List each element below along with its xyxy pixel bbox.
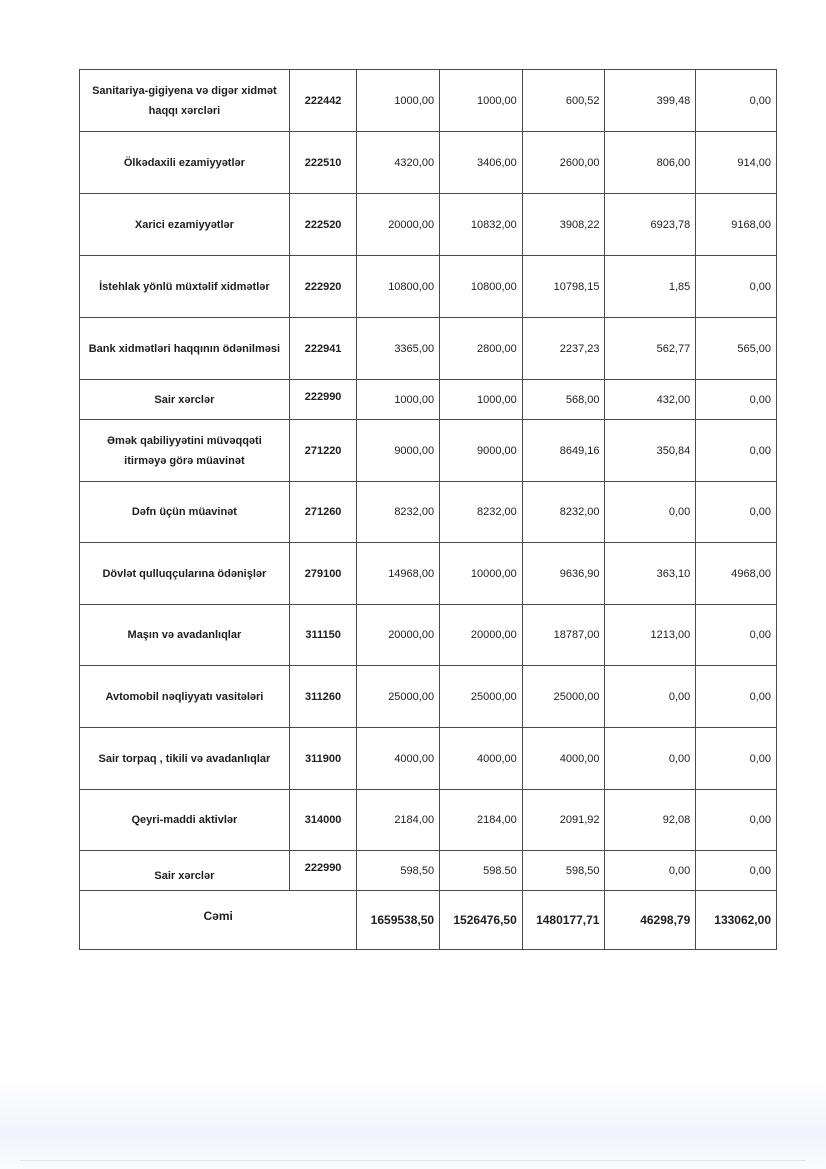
- table-row: [80, 256, 777, 318]
- row-value: 1000,00: [440, 380, 523, 420]
- row-name: Əmək qabiliyyətini müvəqqəti itirməyə görə müavinət: [80, 420, 290, 482]
- row-value: 0,00: [605, 482, 696, 543]
- row-code: 222990: [289, 851, 357, 891]
- table-row: [80, 194, 777, 256]
- expenditure-table: [79, 69, 777, 950]
- row-value: 18787,00: [522, 605, 605, 666]
- row-value: 598,50: [522, 851, 605, 891]
- row-value: 3908,22: [522, 194, 605, 256]
- table-row: [80, 420, 777, 482]
- row-name: Sair xərclər: [80, 380, 290, 420]
- row-value: 20000,00: [440, 605, 523, 666]
- table-row: [80, 70, 777, 132]
- row-value: 562,77: [605, 318, 696, 380]
- row-name: Xarici ezamiyyətlər: [80, 194, 290, 256]
- row-value: 1000,00: [357, 380, 440, 420]
- row-value: 0,00: [696, 790, 777, 851]
- row-code: 271260: [289, 482, 357, 543]
- table-row: [80, 790, 777, 851]
- row-value: 1000,00: [440, 70, 523, 132]
- row-value: 0,00: [696, 666, 777, 728]
- row-value: 0,00: [605, 728, 696, 790]
- row-value: 2800,00: [440, 318, 523, 380]
- row-code: 222520: [289, 194, 357, 256]
- row-code: 311900: [289, 728, 357, 790]
- row-code: 311150: [289, 605, 357, 666]
- row-name: Avtomobil nəqliyyatı vasitələri: [80, 666, 290, 728]
- row-name: Dəfn üçün müavinət: [80, 482, 290, 543]
- row-value: 350,84: [605, 420, 696, 482]
- row-code: 222990: [289, 380, 357, 420]
- row-value: 8232,00: [440, 482, 523, 543]
- row-value: 9000,00: [357, 420, 440, 482]
- row-value: 2237,23: [522, 318, 605, 380]
- row-value: 4000,00: [440, 728, 523, 790]
- row-value: 8649,16: [522, 420, 605, 482]
- row-value: 20000,00: [357, 605, 440, 666]
- row-value: 0,00: [696, 420, 777, 482]
- total-value: 1659538,50: [357, 891, 440, 950]
- row-code: 271220: [289, 420, 357, 482]
- row-value: 0,00: [696, 256, 777, 318]
- row-value: 14968,00: [357, 543, 440, 605]
- row-value: 598,50: [357, 851, 440, 891]
- row-name: Bank xidmətləri haqqının ödənilməsi: [80, 318, 290, 380]
- row-value: 25000,00: [522, 666, 605, 728]
- total-value: 46298,79: [605, 891, 696, 950]
- row-value: 2184,00: [357, 790, 440, 851]
- row-value: 598.50: [440, 851, 523, 891]
- table-row: [80, 318, 777, 380]
- row-code: 222941: [289, 318, 357, 380]
- row-value: 10800,00: [440, 256, 523, 318]
- row-code: 222920: [289, 256, 357, 318]
- row-value: 914,00: [696, 132, 777, 194]
- total-label: Cəmi: [80, 891, 357, 950]
- row-value: 0,00: [696, 851, 777, 891]
- row-value: 10000,00: [440, 543, 523, 605]
- row-value: 2091,92: [522, 790, 605, 851]
- table-row: [80, 482, 777, 543]
- table-row: [80, 666, 777, 728]
- row-code: 279100: [289, 543, 357, 605]
- row-value: 568,00: [522, 380, 605, 420]
- row-code: 222510: [289, 132, 357, 194]
- row-value: 10800,00: [357, 256, 440, 318]
- row-name: İstehlak yönlü müxtəlif xidmətlər: [80, 256, 290, 318]
- total-value: 1480177,71: [522, 891, 605, 950]
- row-value: 0,00: [696, 70, 777, 132]
- total-value: 1526476,50: [440, 891, 523, 950]
- table-row: [80, 132, 777, 194]
- row-value: 9000,00: [440, 420, 523, 482]
- row-value: 0,00: [696, 728, 777, 790]
- row-value: 4320,00: [357, 132, 440, 194]
- total-value: 133062,00: [696, 891, 777, 950]
- row-value: 806,00: [605, 132, 696, 194]
- row-value: 399,48: [605, 70, 696, 132]
- row-name: Sair xərclər: [80, 851, 290, 891]
- row-value: 0,00: [605, 666, 696, 728]
- row-code: 311260: [289, 666, 357, 728]
- row-name: Sair torpaq , tikili və avadanlıqlar: [80, 728, 290, 790]
- row-value: 4968,00: [696, 543, 777, 605]
- row-value: 2600,00: [522, 132, 605, 194]
- table-row: [80, 543, 777, 605]
- row-value: 4000,00: [357, 728, 440, 790]
- row-name: Dövlət qulluqçularına ödənişlər: [80, 543, 290, 605]
- row-name: Qeyri-maddi aktivlər: [80, 790, 290, 851]
- row-value: 6923,78: [605, 194, 696, 256]
- row-value: 565,00: [696, 318, 777, 380]
- row-value: 1213,00: [605, 605, 696, 666]
- row-value: 600,52: [522, 70, 605, 132]
- row-name: Ölkədaxili ezamiyyətlər: [80, 132, 290, 194]
- row-value: 8232,00: [522, 482, 605, 543]
- row-value: 3406,00: [440, 132, 523, 194]
- row-value: 0,00: [696, 605, 777, 666]
- row-value: 4000,00: [522, 728, 605, 790]
- table-row: [80, 380, 777, 420]
- row-value: 1,85: [605, 256, 696, 318]
- table-row: [80, 851, 777, 891]
- row-value: 0,00: [696, 380, 777, 420]
- row-value: 0,00: [605, 851, 696, 891]
- row-value: 8232,00: [357, 482, 440, 543]
- row-value: 9168,00: [696, 194, 777, 256]
- table-row: [80, 605, 777, 666]
- row-value: 432,00: [605, 380, 696, 420]
- row-code: 314000: [289, 790, 357, 851]
- total-row: [80, 891, 777, 950]
- page-bottom-edge: [20, 1160, 806, 1161]
- row-name: Sanitariya-gigiyena və digər xidmət haqqı xərcləri: [80, 70, 290, 132]
- row-value: 20000,00: [357, 194, 440, 256]
- scan-shading: [0, 1080, 826, 1169]
- row-value: 10832,00: [440, 194, 523, 256]
- row-value: 10798,15: [522, 256, 605, 318]
- row-value: 25000,00: [357, 666, 440, 728]
- row-value: 3365,00: [357, 318, 440, 380]
- row-value: 0,00: [696, 482, 777, 543]
- row-value: 1000,00: [357, 70, 440, 132]
- row-value: 363,10: [605, 543, 696, 605]
- row-code: 222442: [289, 70, 357, 132]
- row-value: 25000,00: [440, 666, 523, 728]
- row-name: Maşın və avadanlıqlar: [80, 605, 290, 666]
- row-value: 2184,00: [440, 790, 523, 851]
- row-value: 9636,90: [522, 543, 605, 605]
- table-row: [80, 728, 777, 790]
- row-value: 92,08: [605, 790, 696, 851]
